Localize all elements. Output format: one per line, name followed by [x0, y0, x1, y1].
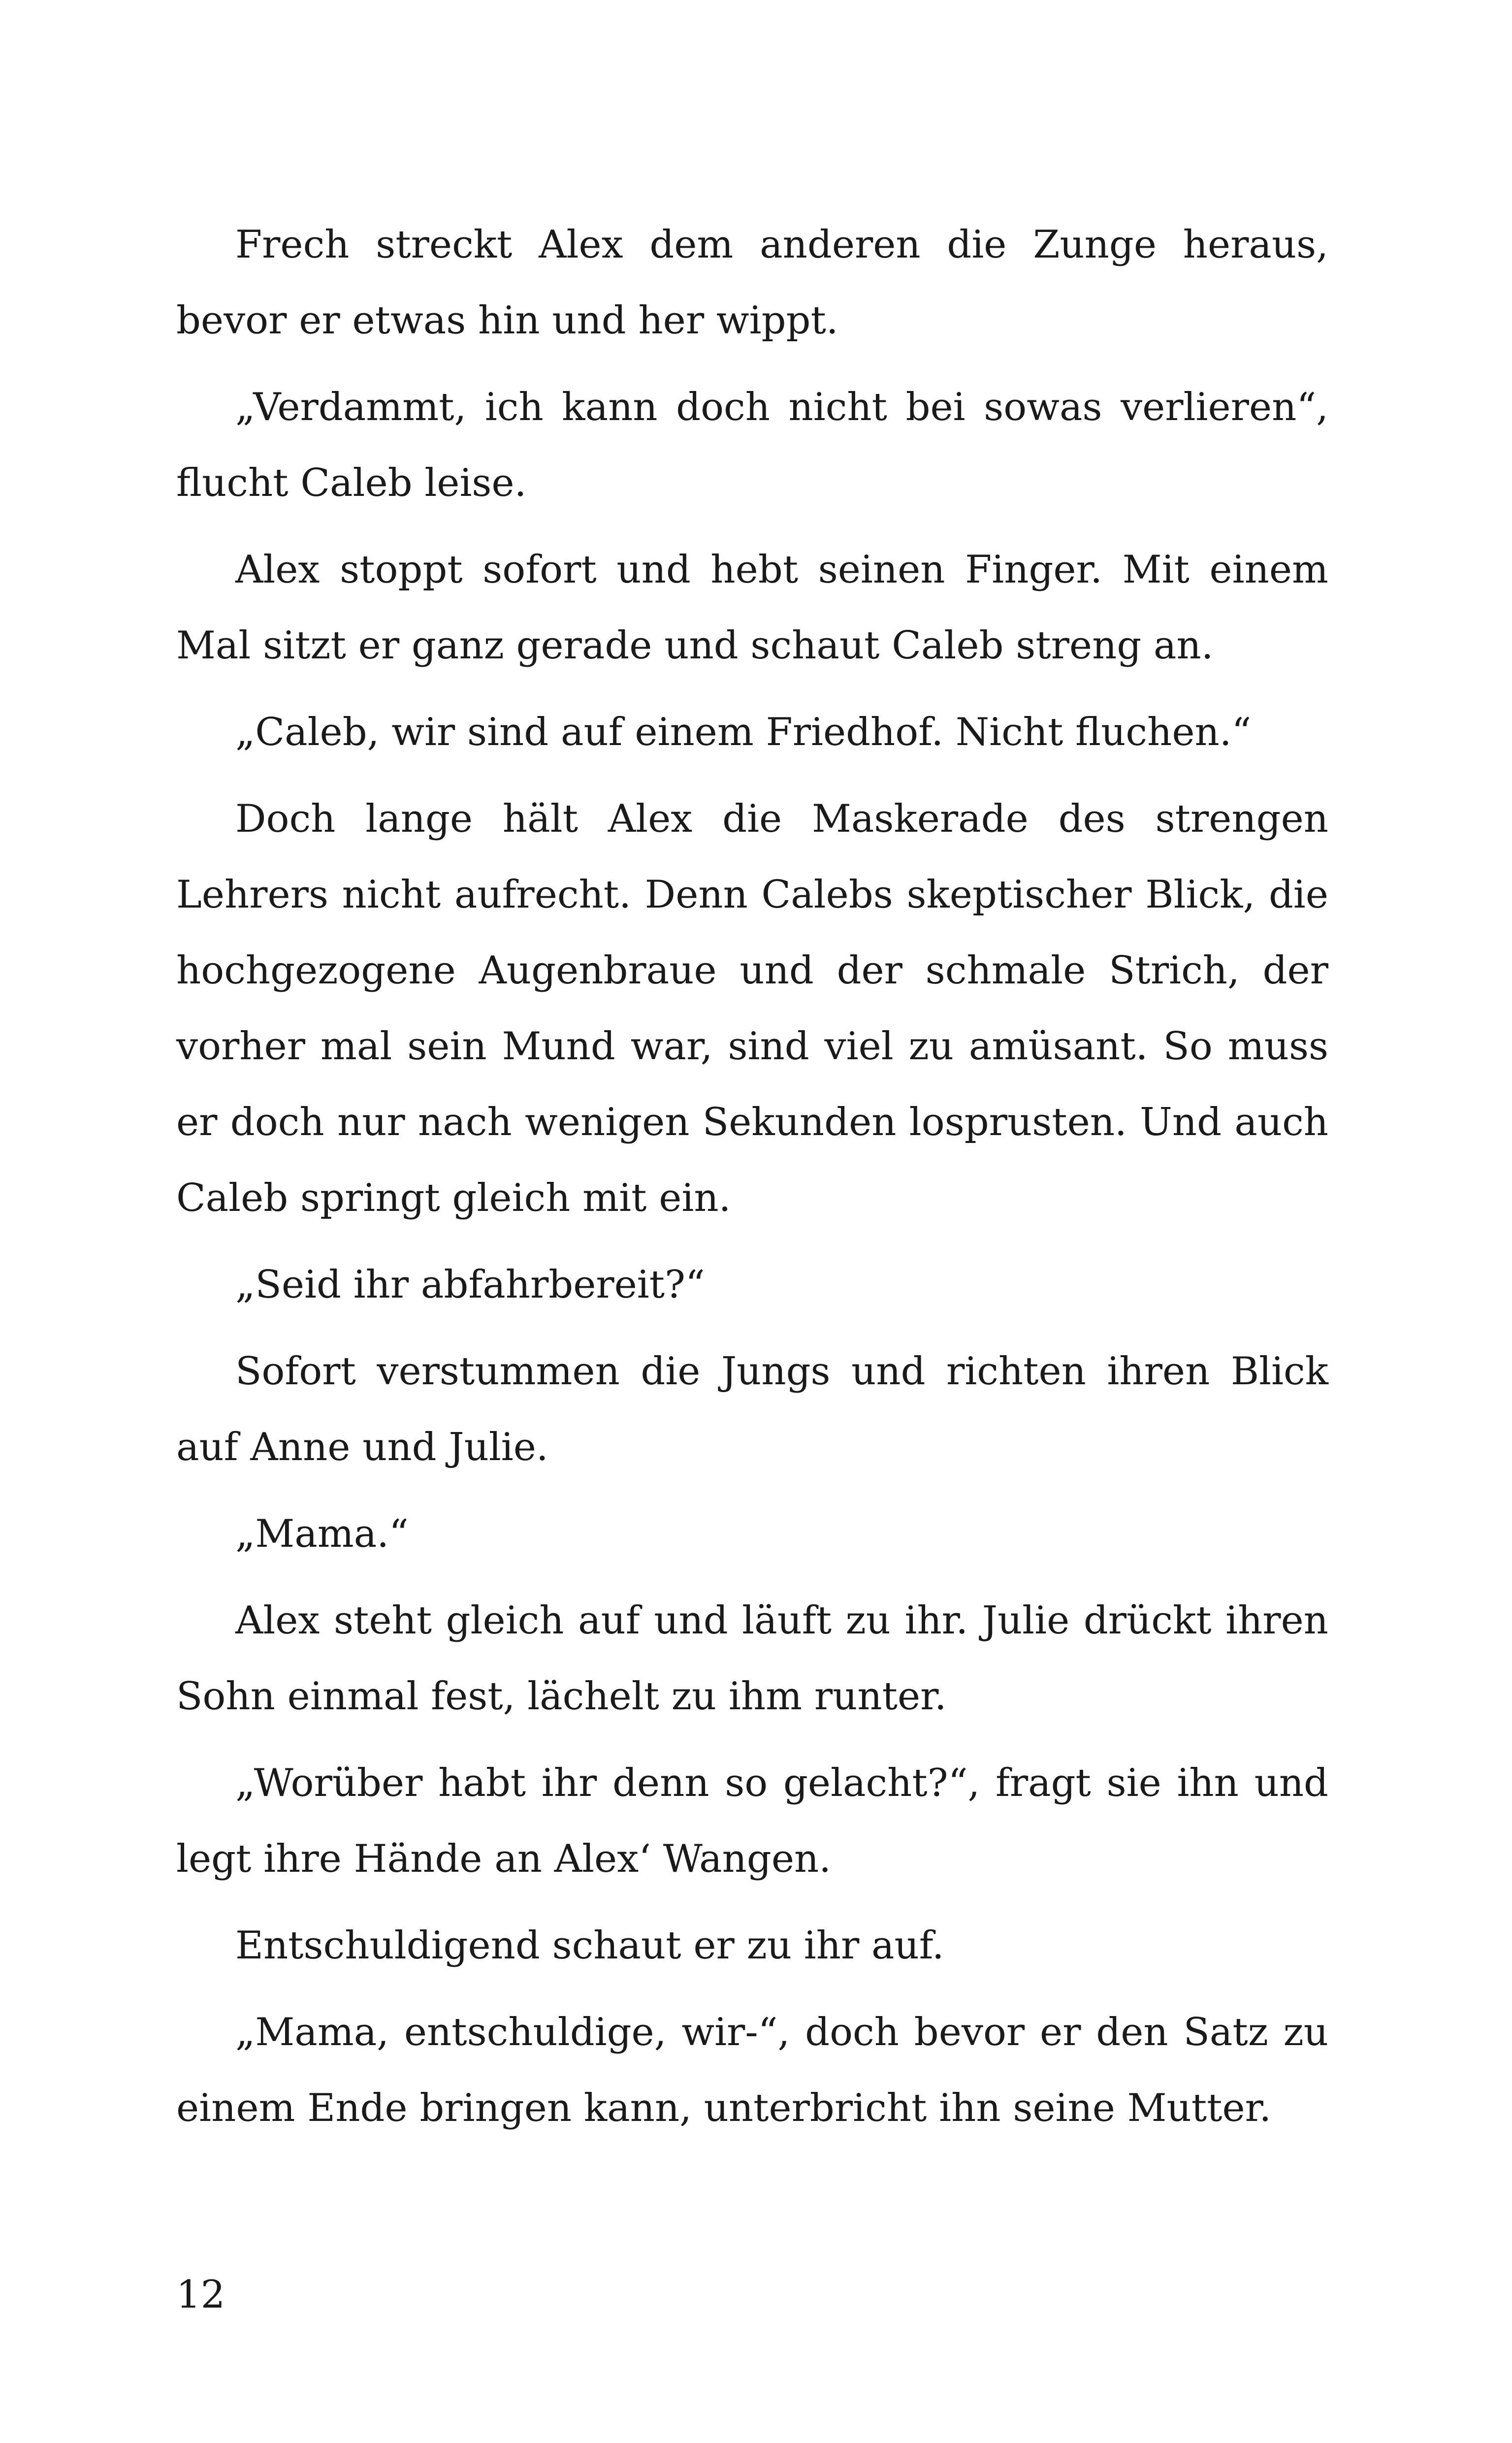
body-text: [176, 207, 1328, 2157]
paragraph-1: Frech streckt Alex dem anderen die Zunge heraus, bevor er etwas hin und her wippt.: [176, 223, 1328, 343]
paragraph-6: „Seid ihr abfahrbereit?“: [235, 1263, 705, 1307]
paragraph-9: Alex steht gleich auf und läuft zu ihr. Julie drückt ihren Sohn einmal fest, lächelt zu ihm runter.: [176, 1598, 1328, 1719]
paragraph-11: Entschuldigend schaut er zu ihr auf.: [235, 1923, 944, 1968]
paragraph-12: „Mama, entschuldige, wir-“, doch bevor er den Satz zu einem Ende bringen kann, unterbricht ihn seine Mutter.: [176, 2010, 1328, 2130]
paragraph-10: „Worüber habt ihr denn so gelacht?“, fragt sie ihn und legt ihre Hände an Alex‘ Wangen.: [176, 1761, 1328, 1881]
page-number: 12: [176, 2273, 225, 2317]
paragraph-3: Alex stoppt sofort und hebt seinen Finger. Mit einem Mal sitzt er ganz gerade und schaut Caleb streng an.: [176, 548, 1328, 668]
paragraph-8: „Mama.“: [235, 1512, 409, 1556]
paragraph-7: Sofort verstummen die Jungs und richten ihren Blick auf Anne und Julie.: [176, 1349, 1328, 1469]
paragraph-2: „Verdammt, ich kann doch nicht bei sowas verlieren“, flucht Caleb leise.: [176, 385, 1328, 505]
paragraph-4: „Caleb, wir sind auf einem Friedhof. Nicht fluchen.“: [235, 710, 1252, 754]
paragraph-5: Doch lange hält Alex die Maskerade des strengen Lehrers nicht aufrecht. Denn Calebs skeptischer Blick, die hochgezogene Augenbraue und der schmale Strich, der vorher mal sein Mund war, sind viel zu amüsant. So muss er doch nur nach wenigen Sekunden losprusten. Und auch Caleb springt gleich mit ein.: [176, 797, 1328, 1220]
